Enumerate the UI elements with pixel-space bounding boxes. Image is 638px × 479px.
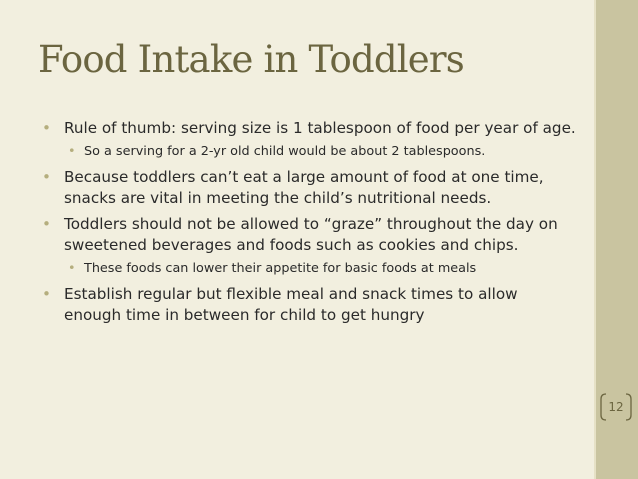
bullet-text: Toddlers should not be allowed to “graze” throughout the day on sweetened beverages and foods such as cookies and chips. <box>64 215 558 254</box>
bullet-icon: • <box>68 144 76 159</box>
bullet-item <box>38 214 578 256</box>
bullet-icon: • <box>68 261 76 276</box>
bullet-icon: • <box>42 215 51 233</box>
bullet-icon: • <box>42 168 51 186</box>
bullet-item <box>38 118 578 139</box>
bullet-item <box>38 167 578 209</box>
page-number: 12 <box>608 400 624 414</box>
sub-bullet-text: So a serving for a 2-yr old child would be about 2 tablespoons. <box>84 144 486 159</box>
bullet-text: Establish regular but flexible meal and snack times to allow enough time in between for child to get hungry <box>64 285 518 324</box>
bullet-text: Rule of thumb: serving size is 1 tablespoon of food per year of age. <box>64 119 576 137</box>
bullet-icon: • <box>42 285 51 303</box>
page-number-box <box>598 392 634 422</box>
bullet-item <box>38 284 578 326</box>
slide-title: Food Intake in Toddlers <box>38 38 464 81</box>
sub-bullet-text: These foods can lower their appetite for basic foods at meals <box>84 261 477 276</box>
bullet-text: Because toddlers can’t eat a large amount of food at one time, snacks are vital in meeting the child’s nutritional needs. <box>64 168 544 207</box>
sub-bullet-item <box>38 143 578 161</box>
slide-body <box>38 118 578 331</box>
bullet-icon: • <box>42 119 51 137</box>
sub-bullet-item <box>38 260 578 278</box>
